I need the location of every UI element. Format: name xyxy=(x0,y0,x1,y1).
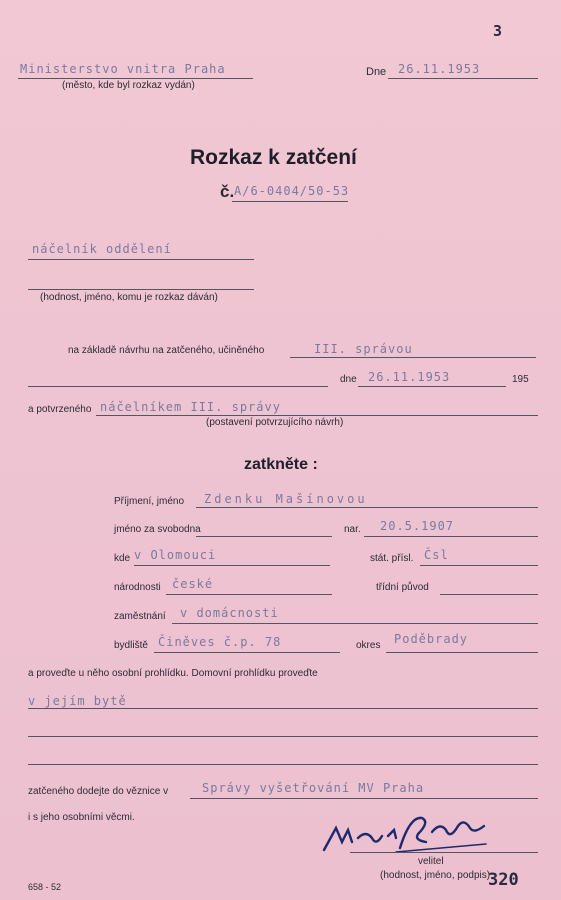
district-label: okres xyxy=(356,640,381,651)
form-code: 658 - 52 xyxy=(28,882,62,892)
issue-date: 26.11.1953 xyxy=(398,62,481,76)
residence-line xyxy=(154,652,340,653)
class-label: třídní původ xyxy=(376,582,429,593)
employment-value: v domácnosti xyxy=(180,606,279,620)
born-value: 20.5.1907 xyxy=(380,519,455,533)
date-label: Dne xyxy=(366,66,387,78)
document-title: Rozkaz k zatčení xyxy=(190,146,357,169)
signature-line xyxy=(350,852,538,853)
signature-caption: (hodnost, jméno, podpis) xyxy=(380,870,491,881)
born-label: nar. xyxy=(344,524,361,535)
residence-label: bydliště xyxy=(114,640,148,651)
place-line xyxy=(134,565,330,566)
search-line-2 xyxy=(28,736,538,737)
issuer-caption: (město, kde byl rozkaz vydán) xyxy=(62,80,195,91)
citizenship-value: Čsl xyxy=(424,548,449,562)
addressee-typed: náčelník oddělení xyxy=(32,242,172,256)
year-suffix: 195 xyxy=(512,374,529,385)
proposal-date-label: dne xyxy=(340,374,357,385)
search-label: a proveďte u něho osobní prohlídku. Domovní prohlídku proveďte xyxy=(28,668,318,679)
born-line xyxy=(364,536,538,537)
reference-line xyxy=(232,201,348,202)
employment-label: zaměstnání xyxy=(114,611,166,622)
proposal-date-line xyxy=(358,386,506,387)
delivery-suffix: i s jeho osobními věcmi. xyxy=(28,812,135,823)
delivery-label: zatčeného dodejte do věznice v xyxy=(28,786,169,797)
handwritten-signature xyxy=(318,808,498,858)
reference-number: A/6-0404/50-53 xyxy=(234,184,350,198)
maiden-line xyxy=(196,536,332,537)
signature-role: velitel xyxy=(418,856,444,867)
issue-date-line xyxy=(388,78,538,79)
district-line xyxy=(386,652,538,653)
issuer-line xyxy=(18,78,253,79)
proposal-date: 26.11.1953 xyxy=(368,370,451,384)
nationality-value: české xyxy=(172,577,214,591)
proposal-label: na základě návrhu na zatčeného, učiněného xyxy=(68,345,265,356)
maiden-label: jméno za svobodna xyxy=(114,524,201,535)
stamp-number: 320 xyxy=(488,870,519,890)
issuer-typed: Ministerstvo vnitra Praha xyxy=(20,62,226,76)
delivery-line xyxy=(190,798,538,799)
proposal-typed: III. správou xyxy=(314,342,413,356)
search-line-3 xyxy=(28,764,538,765)
residence-value: Činěves č.p. 78 xyxy=(158,635,282,649)
district-value: Poděbrady xyxy=(394,632,469,646)
confirmation-label: a potvrzeného xyxy=(28,404,92,415)
surname-value: Zdenku Mašínovou xyxy=(204,492,368,506)
delivery-typed: Správy vyšetřování MV Praha xyxy=(202,781,425,795)
nationality-label: národnosti xyxy=(114,582,161,593)
addressee-line-2 xyxy=(28,289,254,290)
proposal-line-2 xyxy=(28,386,328,387)
confirmation-caption: (postavení potvrzujícího návrh) xyxy=(206,417,344,428)
surname-line xyxy=(196,507,538,508)
nationality-line xyxy=(166,594,332,595)
citizenship-label: stát. přísl. xyxy=(370,553,414,564)
number-label: č. xyxy=(220,182,235,201)
page-number: 3 xyxy=(493,22,503,40)
proposal-line xyxy=(290,357,536,358)
search-typed: v jejím bytě xyxy=(28,694,127,708)
place-label: kde xyxy=(114,553,131,564)
search-line-1 xyxy=(28,708,538,709)
confirmation-typed: náčelníkem III. správy xyxy=(100,400,281,414)
citizenship-line xyxy=(420,565,538,566)
class-line xyxy=(440,594,538,595)
employment-line xyxy=(172,623,538,624)
addressee-line-1 xyxy=(28,259,254,260)
confirmation-line xyxy=(96,415,538,416)
order-heading: zatkněte : xyxy=(244,456,318,473)
addressee-caption: (hodnost, jméno, komu je rozkaz dáván) xyxy=(40,292,218,303)
place-value: v Olomouci xyxy=(134,548,217,562)
surname-label: Příjmení, jméno xyxy=(114,496,185,507)
